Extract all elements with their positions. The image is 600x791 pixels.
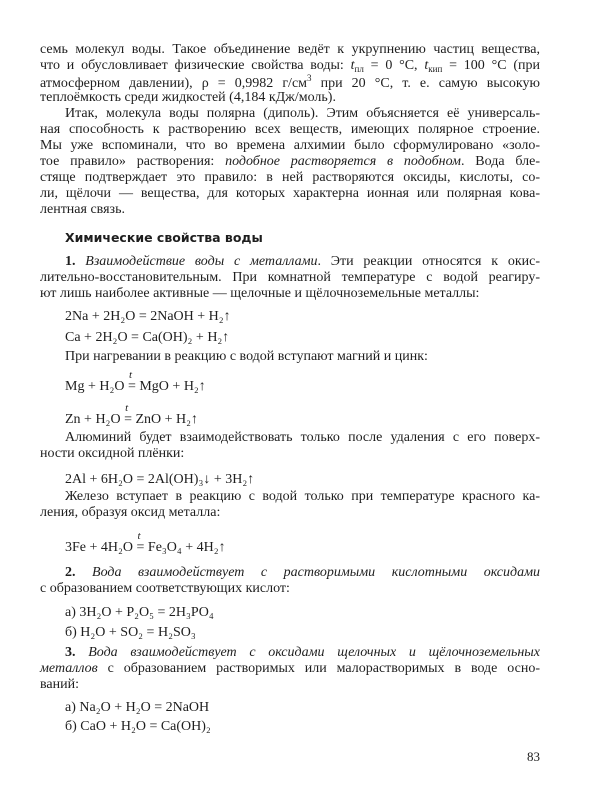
text-segment: ваний: <box>40 677 80 692</box>
equals-sign: = <box>127 379 136 394</box>
bold-number: 2. <box>65 565 93 580</box>
text-segment: Химические свойства воды <box>65 230 263 245</box>
text-line <box>40 286 540 302</box>
text-segment: ли, щёлочи — вещества, для которых характерна ионная или полярная кова- <box>40 186 540 201</box>
text-segment: с образованием растворимых или малорастворимых в воде осно- <box>97 661 540 676</box>
italic-text: Вода взаимодействует с оксидами щелочных и щёлочноземельных <box>88 645 540 660</box>
equation <box>40 605 540 621</box>
equation <box>40 530 540 556</box>
text-segment: ная способность к растворению всех веществ, имеющих полярное строение. <box>40 122 540 137</box>
text-segment: атмосферном давлении), ρ = 0,9982 г/см <box>40 76 308 91</box>
text-line <box>40 505 540 521</box>
text-segment: . Эти реакции относятся к окис- <box>317 254 540 269</box>
text-line <box>40 42 540 58</box>
text-segment: При нагревании в реакцию с водой вступают магний и цинк: <box>65 349 428 364</box>
text-line <box>40 154 540 170</box>
equation <box>40 402 540 428</box>
temperature-condition: t <box>125 402 129 414</box>
text-segment: лентная связь. <box>40 202 125 217</box>
text-segment: а) Na₂O + H₂O = 2NaOH <box>65 700 210 715</box>
temperature-condition: t <box>128 369 133 381</box>
text-segment: а) 3H₂O + P₂O₅ = 2H₃PO₄ <box>65 605 214 620</box>
text-segment: Мы уже вспоминали, что во времена алхимии было сформулировано «золо- <box>40 138 540 153</box>
equation <box>40 719 540 735</box>
text-segment: Fe₃O₄ + 4H₂↑ <box>144 540 226 555</box>
text-line <box>40 645 540 661</box>
italic-text: подобное растворяется в подобном <box>225 154 461 169</box>
text-segment: Итак, молекула воды полярна (диполь). Этим объясняется её универсаль- <box>65 106 540 121</box>
text-segment: семь молекул воды. Такое объединение ведёт к укрупнению частиц вещества, <box>40 42 540 57</box>
text-segment: Алюминий будет взаимодействовать только после удаления с его поверх- <box>65 430 540 445</box>
text-line <box>40 90 540 106</box>
text-segment: = 100 °C (при <box>442 58 540 73</box>
text-segment: б) H₂O + SO₂ = H₂SO₃ <box>65 625 196 640</box>
text-line <box>40 106 540 122</box>
text-line <box>40 349 540 365</box>
equation <box>40 625 540 641</box>
equation <box>40 309 540 325</box>
equals-sign: = <box>124 412 132 427</box>
italic-text: t <box>350 58 355 73</box>
text-segment: 3Fe + 4H₂O <box>65 540 137 555</box>
temperature-condition: t <box>137 530 141 542</box>
text-line <box>40 202 540 218</box>
text-line <box>40 122 540 138</box>
text-line <box>40 446 540 462</box>
heated-equals-sign <box>127 369 136 395</box>
text-segment: теплоёмкость среди жидкостей (4,184 кДж/моль). <box>40 90 336 105</box>
text-segment: что и обусловливает физические свойства воды: <box>40 58 351 73</box>
subscript: кип <box>428 64 443 74</box>
text-line <box>40 58 540 74</box>
text-line <box>40 186 540 202</box>
text-line <box>40 677 540 693</box>
heated-equals-sign <box>136 530 145 556</box>
text-segment: 2Na + 2H₂O = 2NaOH + H₂↑ <box>65 309 231 324</box>
text-segment: ления, образуя оксид металла: <box>40 505 221 520</box>
text-segment: б) CaO + H₂O = Ca(OH)₂ <box>65 719 211 734</box>
italic-text: Взаимодействие воды с металлами <box>85 254 318 269</box>
text-line <box>40 489 540 505</box>
section-heading <box>40 230 540 246</box>
text-line <box>40 430 540 446</box>
equation <box>40 330 540 346</box>
equals-sign: = <box>136 540 145 555</box>
text-segment: Zn + H₂O <box>65 412 125 427</box>
text-line <box>40 661 540 677</box>
text-segment: MgO + H₂↑ <box>135 379 206 394</box>
heated-equals-sign <box>124 402 132 428</box>
text-segment: при 20 °C, т. е. самую высокую <box>311 76 540 91</box>
text-line <box>40 138 540 154</box>
italic-text: t <box>424 58 429 73</box>
subscript: пл <box>354 64 364 74</box>
page-number: 83 <box>527 749 540 764</box>
text-line <box>40 270 540 286</box>
text-segment: Железо вступает в реакцию с водой только при температуре красного ка- <box>65 489 540 504</box>
text-segment: Mg + H₂O <box>65 379 128 394</box>
text-line <box>40 254 540 270</box>
italic-text: металлов <box>40 661 98 676</box>
text-segment: Ca + 2H₂O = Ca(OH)₂ + H₂↑ <box>65 330 230 345</box>
text-segment: = 0 °C, <box>363 58 425 73</box>
text-segment: ют лишь наиболее активные — щелочные и щёлочноземельные металлы: <box>40 286 480 301</box>
text-segment: с образованием соответствующих кислот: <box>40 581 290 596</box>
equation <box>40 369 540 395</box>
bold-number: 3. <box>65 645 89 660</box>
text-segment: ности оксидной плёнки: <box>40 446 185 461</box>
text-segment: ZnO + H₂↑ <box>131 412 199 427</box>
text-segment: . Вода бле- <box>460 154 540 169</box>
text-line <box>40 581 540 597</box>
bold-number: 1. <box>65 254 86 269</box>
text-line <box>40 74 540 90</box>
text-segment: тое правило» растворения: <box>40 154 226 169</box>
text-segment: 2Al + 6H₂O = 2Al(OH)₃↓ + 3H₂↑ <box>65 472 255 487</box>
text-line <box>40 565 540 581</box>
equation <box>40 472 540 488</box>
text-segment: лительно-восстановительным. При комнатной температуре с водой реагиру- <box>40 270 540 285</box>
superscript: 3 <box>307 73 312 83</box>
text-segment: стяще подтверждает это правило: в ней растворяются оксиды, кислоты, со- <box>40 170 540 185</box>
equation <box>40 700 540 716</box>
italic-text: Вода взаимодействует с растворимыми кислотными оксидами <box>92 565 540 580</box>
text-line <box>40 170 540 186</box>
